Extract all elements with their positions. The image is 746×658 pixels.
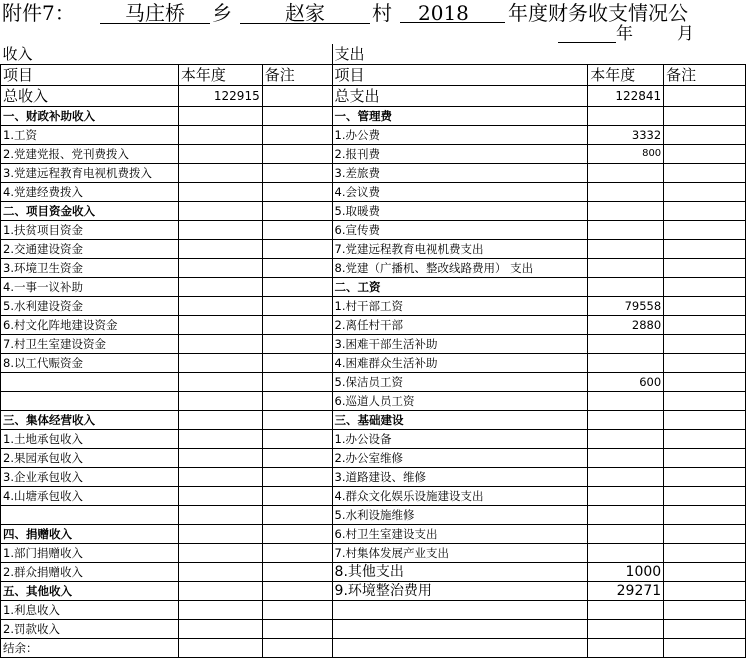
- income-value: [178, 373, 262, 392]
- income-remark: [262, 411, 332, 430]
- expense-remark: [664, 449, 746, 468]
- expense-value: [588, 639, 664, 658]
- income-value: [178, 354, 262, 373]
- income-remark: [262, 145, 332, 164]
- expense-item: 1.办公费: [332, 126, 588, 145]
- income-item: 4.党建经费拨入: [1, 183, 179, 202]
- income-item: 2.党建党报、党刊费拨入: [1, 145, 179, 164]
- table-row: [1, 297, 746, 316]
- income-remark: [262, 544, 332, 563]
- income-remark: [262, 240, 332, 259]
- expense-remark: [664, 107, 746, 126]
- income-item: 结余：: [1, 639, 179, 658]
- income-item: 3.党建远程教育电视机费拨入: [1, 164, 179, 183]
- income-remark: [262, 468, 332, 487]
- expense-value: [588, 354, 664, 373]
- income-remark: [262, 392, 332, 411]
- income-value: [178, 126, 262, 145]
- expense-item: 5.取暖费: [332, 202, 588, 221]
- expense-remark: [664, 240, 746, 259]
- expense-remark: [664, 335, 746, 354]
- expense-item: [332, 639, 588, 658]
- total-row: [1, 86, 746, 107]
- table-row: [1, 259, 746, 278]
- expense-remark: [664, 468, 746, 487]
- expense-item: 8.其他支出: [332, 563, 588, 582]
- expense-item: 2.办公室维修: [332, 449, 588, 468]
- income-item-header: 项目: [1, 65, 179, 86]
- expense-value: [588, 240, 664, 259]
- expense-remark: [664, 525, 746, 544]
- table-row: [1, 183, 746, 202]
- month-label: 月: [677, 24, 694, 44]
- income-item: 1.工资: [1, 126, 179, 145]
- expense-value: [588, 335, 664, 354]
- expense-remark: [664, 639, 746, 658]
- income-value: [178, 468, 262, 487]
- expense-value: [588, 164, 664, 183]
- section-header-row: [1, 44, 746, 65]
- table-row: [1, 639, 746, 658]
- table-row: [1, 354, 746, 373]
- expense-remark: [664, 506, 746, 525]
- table-row: [1, 278, 746, 297]
- income-value: [178, 411, 262, 430]
- expense-remark-header: 备注: [664, 65, 746, 86]
- title-town: 马庄桥: [100, 0, 210, 24]
- income-item: 四、捐赠收入: [1, 525, 179, 544]
- income-remark-header: 备注: [262, 65, 332, 86]
- income-remark: [262, 183, 332, 202]
- income-item: 4.山塘承包收入: [1, 487, 179, 506]
- income-item: [1, 373, 179, 392]
- income-item: 2.群众捐赠收入: [1, 563, 179, 582]
- total-income-value: 122915: [178, 86, 262, 107]
- table-row: [1, 221, 746, 240]
- income-value: [178, 183, 262, 202]
- income-item: 2.果园承包收入: [1, 449, 179, 468]
- title-year: 2018: [400, 0, 505, 23]
- expense-value: 800: [588, 145, 664, 164]
- expense-item: 6.宣传费: [332, 221, 588, 240]
- expense-remark: [664, 221, 746, 240]
- income-remark: [262, 620, 332, 639]
- income-remark: [262, 373, 332, 392]
- expense-item: 二、工资: [332, 278, 588, 297]
- table-row: [1, 525, 746, 544]
- income-value: [178, 297, 262, 316]
- expense-value: [588, 183, 664, 202]
- table-row: [1, 107, 746, 126]
- expense-item: 8.党建（广播机、整改线路费用） 支出: [332, 259, 588, 278]
- income-remark: [262, 601, 332, 620]
- expense-value: [588, 202, 664, 221]
- table-row: [1, 335, 746, 354]
- income-header: 收入: [1, 44, 333, 65]
- expense-remark: [664, 259, 746, 278]
- table-row: [1, 126, 746, 145]
- table-row: [1, 544, 746, 563]
- income-value: [178, 430, 262, 449]
- expense-remark: [664, 430, 746, 449]
- income-item: 3.企业承包收入: [1, 468, 179, 487]
- expense-value: [588, 221, 664, 240]
- title-prefix: 附件7：: [2, 1, 75, 25]
- income-item: 2.罚款收入: [1, 620, 179, 639]
- income-remark: [262, 259, 332, 278]
- income-remark: [262, 525, 332, 544]
- expense-remark: [664, 392, 746, 411]
- income-value: [178, 335, 262, 354]
- income-remark: [262, 639, 332, 658]
- expense-value: [588, 107, 664, 126]
- expense-remark: [664, 183, 746, 202]
- income-item: 1.部门捐赠收入: [1, 544, 179, 563]
- expense-value: [588, 449, 664, 468]
- expense-value: 2880: [588, 316, 664, 335]
- expense-remark: [664, 373, 746, 392]
- income-item: 2.交通建设资金: [1, 240, 179, 259]
- income-value: [178, 639, 262, 658]
- table-row: [1, 202, 746, 221]
- expense-item: 1.村干部工资: [332, 297, 588, 316]
- title-village: 赵家: [240, 0, 370, 24]
- income-remark: [262, 354, 332, 373]
- expense-item: 3.困难干部生活补助: [332, 335, 588, 354]
- income-value: [178, 582, 262, 601]
- expense-value: [588, 468, 664, 487]
- expense-item: [332, 601, 588, 620]
- income-item: [1, 506, 179, 525]
- income-value: [178, 525, 262, 544]
- title-suffix: 年度财务收支情况公: [508, 1, 688, 25]
- expense-item: 一、管理费: [332, 107, 588, 126]
- income-remark: [262, 297, 332, 316]
- income-value: [178, 392, 262, 411]
- income-year-header: 本年度: [178, 65, 262, 86]
- income-item: 4.一事一议补助: [1, 278, 179, 297]
- income-value: [178, 164, 262, 183]
- income-remark: [262, 449, 332, 468]
- expense-item: 7.村集体发展产业支出: [332, 544, 588, 563]
- income-value: [178, 278, 262, 297]
- expense-value: [588, 392, 664, 411]
- income-value: [178, 506, 262, 525]
- table-row: [1, 240, 746, 259]
- income-value: [178, 107, 262, 126]
- income-item: 1.土地承包收入: [1, 430, 179, 449]
- income-item: [1, 392, 179, 411]
- expense-item: 6.村卫生室建设支出: [332, 525, 588, 544]
- expense-item: 4.群众文化娱乐设施建设支出: [332, 487, 588, 506]
- expense-item: 3.差旅费: [332, 164, 588, 183]
- expense-header: 支出: [332, 44, 745, 65]
- expense-value: [588, 544, 664, 563]
- expense-item: 9.环境整治费用: [332, 582, 588, 601]
- income-value: [178, 202, 262, 221]
- expense-remark: [664, 487, 746, 506]
- income-remark: [262, 316, 332, 335]
- income-remark: [262, 164, 332, 183]
- expense-remark: [664, 601, 746, 620]
- income-remark: [262, 202, 332, 221]
- income-remark: [262, 221, 332, 240]
- document-title: [0, 0, 746, 26]
- table-row: [1, 601, 746, 620]
- expense-value: 3332: [588, 126, 664, 145]
- income-item: 1.扶贫项目资金: [1, 221, 179, 240]
- expense-remark: [664, 202, 746, 221]
- income-remark: [262, 335, 332, 354]
- income-item: 1.利息收入: [1, 601, 179, 620]
- income-remark: [262, 506, 332, 525]
- income-remark: [262, 126, 332, 145]
- title-town-suffix: 乡: [212, 1, 232, 25]
- expense-value: [588, 620, 664, 639]
- table-row: [1, 449, 746, 468]
- expense-remark: [664, 582, 746, 601]
- income-remark: [262, 563, 332, 582]
- income-item: 3.环境卫生资金: [1, 259, 179, 278]
- income-item: 一、财政补助收入: [1, 107, 179, 126]
- income-item: 7.村卫生室建设资金: [1, 335, 179, 354]
- income-remark: [262, 487, 332, 506]
- expense-remark: [664, 126, 746, 145]
- expense-value: 79558: [588, 297, 664, 316]
- income-value: [178, 620, 262, 639]
- expense-value: [588, 259, 664, 278]
- expense-item: 4.困难群众生活补助: [332, 354, 588, 373]
- year-label: 年: [616, 24, 633, 44]
- income-item: 8.以工代赈资金: [1, 354, 179, 373]
- income-remark: [262, 278, 332, 297]
- table-row: [1, 316, 746, 335]
- total-expense-label: 总支出: [332, 86, 588, 107]
- expense-item: 1.办公设备: [332, 430, 588, 449]
- table-row: [1, 563, 746, 582]
- table-row: [1, 164, 746, 183]
- income-remark: [262, 582, 332, 601]
- expense-value: [588, 525, 664, 544]
- expense-remark: [664, 297, 746, 316]
- expense-year-header: 本年度: [588, 65, 664, 86]
- income-value: [178, 316, 262, 335]
- income-value: [178, 449, 262, 468]
- table-row: [1, 373, 746, 392]
- expense-item: 5.保洁员工资: [332, 373, 588, 392]
- expense-value: [588, 506, 664, 525]
- income-item: 五、其他收入: [1, 582, 179, 601]
- expense-value: 1000: [588, 563, 664, 582]
- expense-item: 7.党建远程教育电视机费支出: [332, 240, 588, 259]
- expense-item: 三、基础建设: [332, 411, 588, 430]
- total-expense-value: 122841: [588, 86, 664, 107]
- income-item: 6.村文化阵地建设资金: [1, 316, 179, 335]
- income-value: [178, 221, 262, 240]
- income-value: [178, 601, 262, 620]
- expense-value: [588, 601, 664, 620]
- table-row: [1, 430, 746, 449]
- expense-value: 600: [588, 373, 664, 392]
- table-row: [1, 506, 746, 525]
- expense-value: [588, 487, 664, 506]
- table-row: [1, 487, 746, 506]
- expense-remark: [664, 145, 746, 164]
- expense-remark: [664, 411, 746, 430]
- expense-remark: [664, 354, 746, 373]
- expense-item: 5.水利设施维修: [332, 506, 588, 525]
- table-row: [1, 392, 746, 411]
- finance-table: [0, 44, 746, 658]
- expense-value: [588, 430, 664, 449]
- income-value: [178, 563, 262, 582]
- expense-value: [588, 278, 664, 297]
- income-item: 二、项目资金收入: [1, 202, 179, 221]
- income-remark: [262, 430, 332, 449]
- income-item: 三、集体经营收入: [1, 411, 179, 430]
- date-line: [558, 24, 694, 44]
- expense-remark: [664, 544, 746, 563]
- expense-remark: [664, 563, 746, 582]
- table-row: [1, 411, 746, 430]
- expense-item: 4.会议费: [332, 183, 588, 202]
- income-item: 5.水利建设资金: [1, 297, 179, 316]
- income-value: [178, 145, 262, 164]
- income-value: [178, 487, 262, 506]
- income-value: [178, 240, 262, 259]
- total-expense-remark: [664, 86, 746, 107]
- expense-item: 3.道路建设、维修: [332, 468, 588, 487]
- total-income-label: 总收入: [1, 86, 179, 107]
- total-income-remark: [262, 86, 332, 107]
- income-value: [178, 544, 262, 563]
- year-blank: [558, 24, 616, 43]
- expense-item: 2.离任村干部: [332, 316, 588, 335]
- column-header-row: [1, 65, 746, 86]
- income-value: [178, 259, 262, 278]
- expense-item-header: 项目: [332, 65, 588, 86]
- expense-remark: [664, 620, 746, 639]
- table-row: [1, 145, 746, 164]
- expense-value: 29271: [588, 582, 664, 601]
- expense-item: 6.巡道人员工资: [332, 392, 588, 411]
- expense-value: [588, 411, 664, 430]
- expense-remark: [664, 278, 746, 297]
- expense-remark: [664, 316, 746, 335]
- table-row: [1, 620, 746, 639]
- expense-item: 2.报刊费: [332, 145, 588, 164]
- title-village-suffix: 村: [372, 1, 392, 25]
- table-row: [1, 582, 746, 601]
- table-row: [1, 468, 746, 487]
- expense-item: [332, 620, 588, 639]
- income-remark: [262, 107, 332, 126]
- expense-remark: [664, 164, 746, 183]
